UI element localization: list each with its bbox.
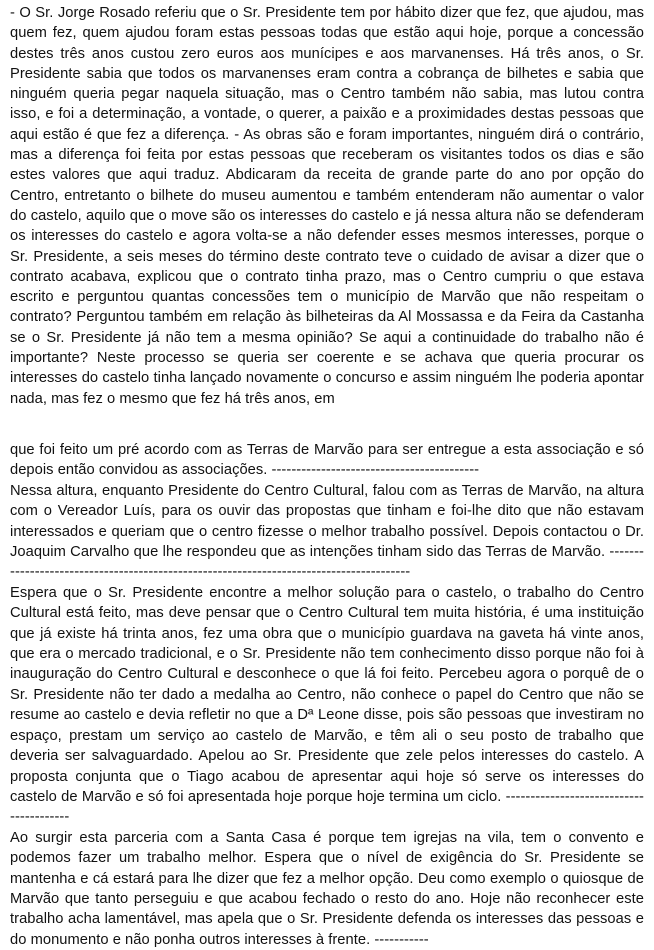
paragraph-santa-casa-partnership: Ao surgir esta parceria com a Santa Casa é porque tem igrejas na vila, tem o convento e podemos fazer um trabalho melhor. Espera que o nível de exigência do Sr. Presidente se mantenha e cá estará para lhe dizer que fez a melhor opção. Deu como exemplo o quiosque de Marvão que tanto perseguiu e que acabou fechado o resto do ano. Hoje não reconhecer este trabalho acha lamentável, mas apela que o Sr. Presidente defenda os interesses das pessoas e do monumento e não ponha outros interesses à frente. ----------- <box>10 829 644 948</box>
paragraph-castle-solution: Espera que o Sr. Presidente encontre a melhor solução para o castelo, o trabalho do Centro Cultural está feito, mas deve pensar que o Centro Cultural tem muita história, é uma instituição que já existe há trinta anos, fez uma obra que o município guardava na gaveta há vinte anos, que era o mercado tradicional, e o Sr. Presidente não tem conhecimento disso porque não foi à inauguração do Centro Cultural e desconhece o que lá foi feito. Percebeu agora o porquê de o Sr. Presidente não ter dado a medalha ao Centro, não conhece o papel do Centro que não se resume ao castelo e devia refletir no que a Dª Leone disse, pois são pessoas que investiram no espaço, prestam um serviço ao castelo de Marvão, e têm ali o seu posto de trabalho que deveria ser salvaguardado. Apelou ao Sr. Presidente que zele pelos interesses do castelo. A proposta conjunta que o Tiago acabou de apresentar aqui hoje só serve os interesses do castelo de Marvão e só foi apresentada hoje porque hoje termina um ciclo. ---------------------------------------- <box>10 584 644 826</box>
text-block-bottom <box>10 440 644 950</box>
paragraph-pre-agreement: que foi feito um pré acordo com as Terras de Marvão para ser entregue a esta associação e só depois então convidou as associações. ------------------------------------------ <box>10 442 644 479</box>
text-block-top <box>10 3 644 409</box>
paragraph-intervention: - O Sr. Jorge Rosado referiu que o Sr. Presidente tem por hábito dizer que fez, que ajudou, mas quem fez, quem ajudou foram estas pessoas todas que estão aqui hoje, porque a concessão destes três anos custou zero euros aos munícipes e aos marvanenses. Há três anos, o Sr. Presidente sabia que todos os marvanenses eram contra a cobrança de bilhetes e sabia que ninguém queria pegar naquela situação, mas o Centro também não sabia, mas lutou contra isso, e foi a determinação, a vontade, o querer, a paixão e a proximidades destas pessoas que aqui estão é que fez a diferença. - As obras são e foram importantes, ninguém dirá o contrário, mas a diferença foi feita por estas pessoas que receberam os visitantes todos os dias e são estes valores que aqui traduz. Abdicaram da receita de grande parte do ano por opção do Centro, entretanto o bilhete do museu aumentou e também entenderam não aumentar o valor do castelo, aquilo que o move são os interesses do castelo e já nessa altura não se defenderam os interesses do castelo e agora volta-se a não defender esses mesmos interesses, porque o Sr. Presidente, a seis meses do término deste contrato teve o cuidado de avisar a dizer que o contrato acabava, explicou que o contrato tinha prazo, mas o Centro cumpriu o que estava escrito e perguntou quantas concessões tem o município de Marvão que não respeitam o contrato? Perguntou também em relação às bilheteiras da Al Mossassa e da Feira da Castanha se o Sr. Presidente já não tem a mesma opinião? Se aqui a continuidade do trabalho não é importante? Neste processo se queria ser coerente e se achava que queria procurar os interesses do castelo tinha lançado novamente o concurso e assim ninguém lhe poderia apontar nada, mas fez o mesmo que fez há três anos, em <box>10 5 644 407</box>
paragraph-centro-cultural-contact: Nessa altura, enquanto Presidente do Centro Cultural, falou com as Terras de Marvão, na altura com o Vereador Luís, para os ouvir das propostas que tinham e foi-lhe dito que não estavam interessados e queriam que o centro fizesse o melhor trabalho possível. Depois contactou o Dr. Joaquim Carvalho que lhe respondeu que as intenções tinham sido das Terras de Marvão. ---------------------------------------------------------------------------------------- <box>10 482 644 581</box>
